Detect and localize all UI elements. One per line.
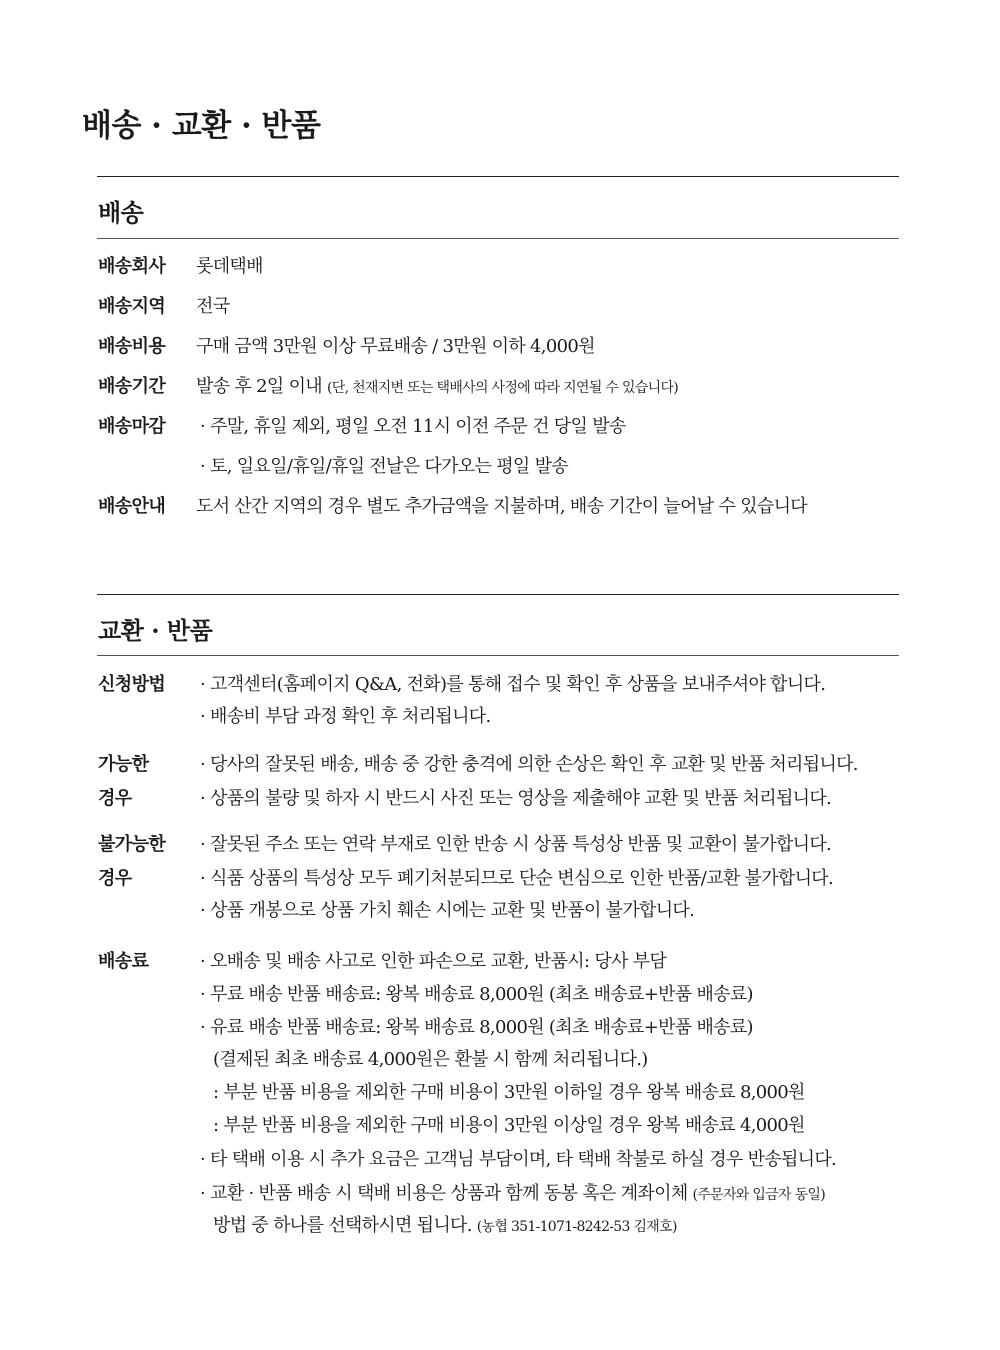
shipping-region-label: 배송지역 bbox=[98, 296, 166, 317]
shipping-period-note: (단, 천재지변 또는 택배사의 사정에 따라 지연될 수 있습니다) bbox=[326, 380, 679, 396]
shipping-guide-label: 배송안내 bbox=[98, 496, 166, 517]
shipping-company-value: 롯데택배 bbox=[196, 256, 263, 277]
shipping-deadline-line: · 주말, 휴일 제외, 평일 오전 11시 이전 주문 건 당일 발송 bbox=[200, 416, 626, 437]
shipping-company-label: 배송회사 bbox=[98, 256, 166, 277]
section-divider bbox=[97, 655, 899, 656]
shipping-guide-value: 도서 산간 지역의 경우 별도 추가금액을 지불하며, 배송 기간이 늘어날 수 있습니다 bbox=[196, 496, 807, 517]
returns-fee-method-line bbox=[213, 1212, 677, 1241]
shipping-region-value: 전국 bbox=[196, 296, 230, 317]
returns-fee-combined-note: (주문자와 입금자 동일) bbox=[692, 1187, 825, 1203]
shipping-period-value bbox=[196, 373, 678, 402]
returns-fee-account-note: (농협 351-1071-8242-53 김재호) bbox=[476, 1219, 677, 1235]
returns-apply-label: 신청방법 bbox=[98, 674, 166, 695]
returns-apply-line: · 배송비 부담 과정 확인 후 처리됩니다. bbox=[200, 706, 491, 727]
returns-fee-other-line: · 타 택배 이용 시 추가 요금은 고객님 부담이며, 타 택배 착불로 하실 경우 반송됩니다. bbox=[200, 1149, 837, 1170]
returns-fee-line: · 유료 배송 반품 배송료: 왕복 배송료 8,000원 (최초 배송료+반품 배송료) bbox=[200, 1017, 753, 1038]
returns-fee-line: · 무료 배송 반품 배송료: 왕복 배송료 8,000원 (최초 배송료+반품 배송료) bbox=[200, 984, 753, 1005]
returns-fee-combined-line bbox=[200, 1180, 825, 1209]
section-divider bbox=[97, 238, 899, 239]
shipping-deadline-label: 배송마감 bbox=[98, 416, 166, 437]
returns-possible-line: · 당사의 잘못된 배송, 배송 중 강한 충격에 의한 손상은 확인 후 교환 및 반품 처리됩니다. bbox=[200, 754, 858, 775]
returns-fee-label: 배송료 bbox=[98, 951, 149, 972]
returns-fee-indent-line: (결제된 최초 배송료 4,000원은 환불 시 함께 처리됩니다.) bbox=[213, 1049, 648, 1070]
returns-fee-indent-line: : 부분 반품 비용을 제외한 구매 비용이 3만원 이상일 경우 왕복 배송료 4,000원 bbox=[213, 1115, 805, 1136]
returns-fee-combined-main: · 교환 · 반품 배송 시 택배 비용은 상품과 함께 동봉 혹은 계좌이체 bbox=[200, 1183, 688, 1204]
returns-possible-label: 가능한 bbox=[98, 754, 149, 775]
returns-apply-line: · 고객센터(홈페이지 Q&A, 전화)를 통해 접수 및 확인 후 상품을 보내주셔야 합니다. bbox=[200, 674, 826, 695]
shipping-cost-label: 배송비용 bbox=[98, 336, 166, 357]
shipping-deadline-line: · 토, 일요일/휴일/휴일 전날은 다가오는 평일 발송 bbox=[200, 456, 568, 477]
returns-fee-method-main: 방법 중 하나를 선택하시면 됩니다. bbox=[213, 1215, 472, 1236]
section-divider-top bbox=[97, 594, 899, 595]
returns-section-title: 교환 · 반품 bbox=[98, 616, 213, 645]
section-divider-top bbox=[97, 176, 899, 177]
shipping-section-title: 배송 bbox=[98, 198, 144, 227]
returns-impossible-line: · 식품 상품의 특성상 모두 폐기처분되므로 단순 변심으로 인한 반품/교환 불가합니다. bbox=[200, 868, 834, 889]
returns-possible-label-2: 경우 bbox=[98, 788, 132, 809]
page-title: 배송 · 교환 · 반품 bbox=[82, 108, 321, 144]
returns-impossible-label-2: 경우 bbox=[98, 868, 132, 889]
returns-fee-indent-line: : 부분 반품 비용을 제외한 구매 비용이 3만원 이하일 경우 왕복 배송료 8,000원 bbox=[213, 1082, 805, 1103]
shipping-period-label: 배송기간 bbox=[98, 376, 166, 397]
returns-possible-line: · 상품의 불량 및 하자 시 반드시 사진 또는 영상을 제출해야 교환 및 반품 처리됩니다. bbox=[200, 788, 832, 809]
shipping-cost-value: 구매 금액 3만원 이상 무료배송 / 3만원 이하 4,000원 bbox=[196, 336, 595, 357]
shipping-period-main: 발송 후 2일 이내 bbox=[196, 376, 322, 397]
returns-fee-line: · 오배송 및 배송 사고로 인한 파손으로 교환, 반품시: 당사 부담 bbox=[200, 951, 667, 972]
returns-impossible-line: · 상품 개봉으로 상품 가치 훼손 시에는 교환 및 반품이 불가합니다. bbox=[200, 900, 695, 921]
returns-impossible-label: 불가능한 bbox=[98, 834, 166, 855]
returns-impossible-line: · 잘못된 주소 또는 연락 부재로 인한 반송 시 상품 특성상 반품 및 교환이 불가합니다. bbox=[200, 834, 832, 855]
